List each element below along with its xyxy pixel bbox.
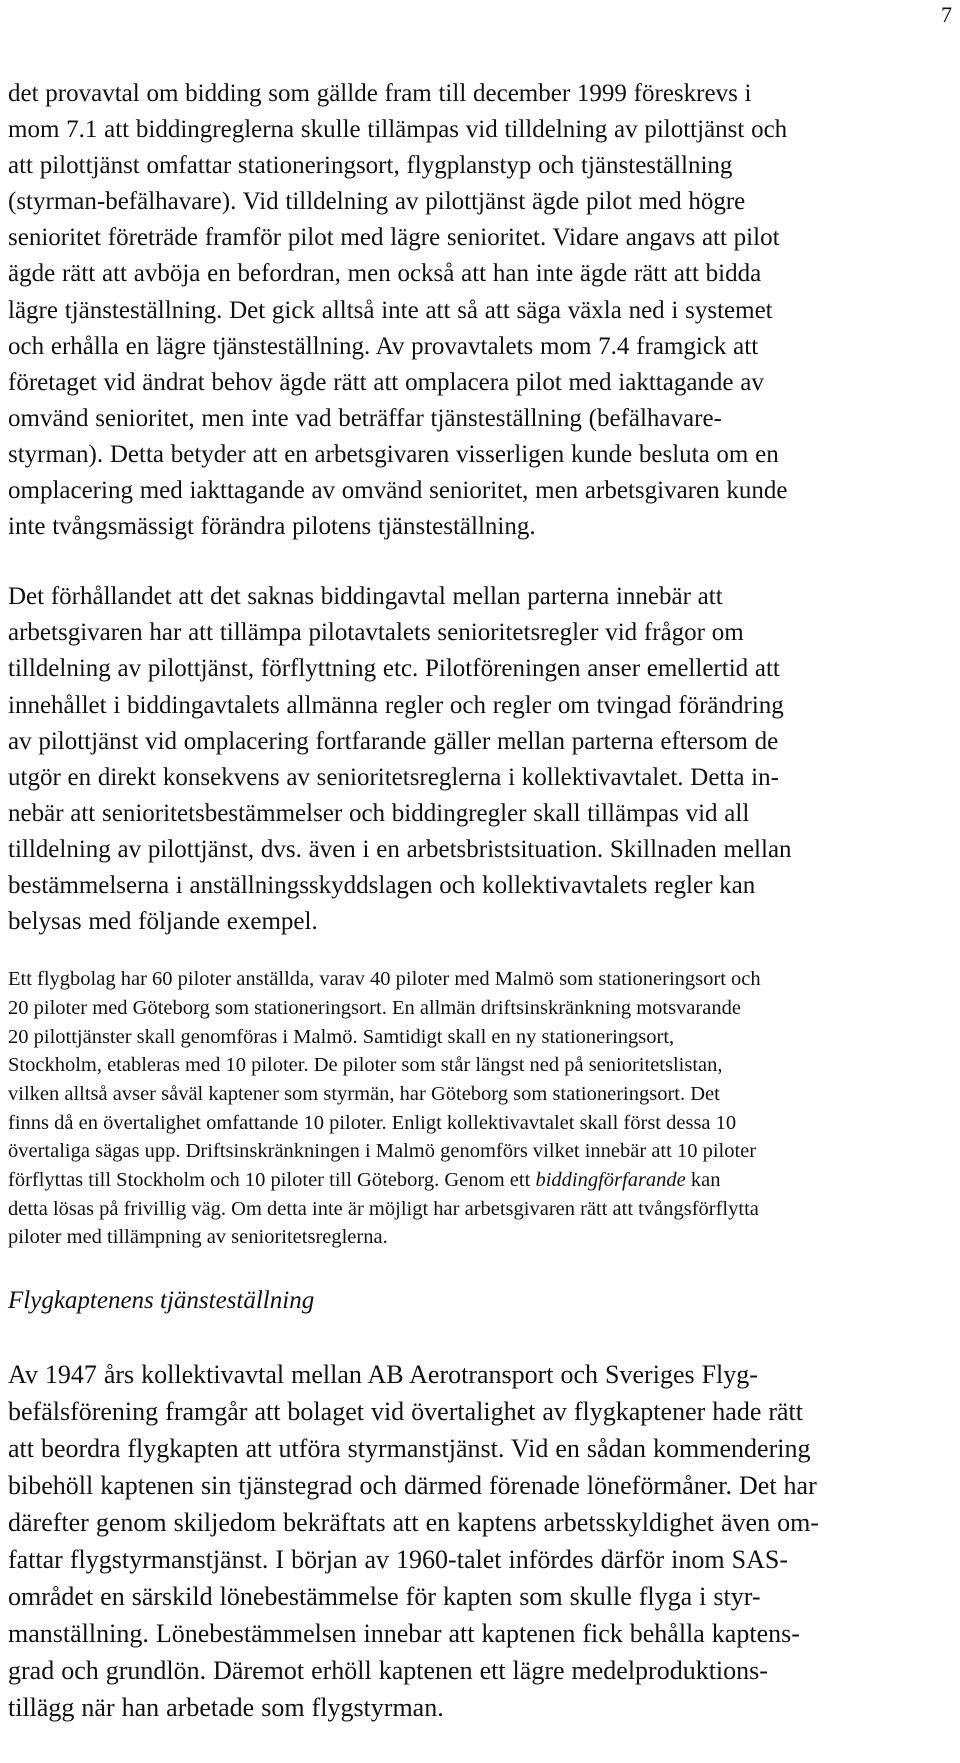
text-line: lägre tjänsteställning. Det gick alltså inte att så att säga växla ned i systemet bbox=[8, 296, 773, 324]
text-line: tilldelning av pilottjänst, dvs. även i en arbetsbristsituation. Skillnaden mellan bbox=[8, 835, 792, 863]
text-line: det provavtal om bidding som gällde fram till december 1999 föreskrevs i bbox=[8, 80, 752, 107]
text-line: mom 7.1 att biddingreglerna skulle tillämpas vid tilldelning av pilottjänst och bbox=[8, 116, 788, 144]
example-line: detta lösas på frivillig väg. Om detta inte är möjligt har arbetsgivaren rätt att tvångsförflytta bbox=[8, 1197, 759, 1220]
text-line: företaget vid ändrat behov ägde rätt att omplacera pilot med iakttagande av bbox=[8, 368, 764, 396]
example-block bbox=[8, 965, 938, 1252]
text-line: omplacering med iakttagande av omvänd senioritet, men arbetsgivaren kunde bbox=[8, 477, 788, 505]
text-line: inte tvångsmässigt förändra pilotens tjänsteställning. bbox=[8, 513, 536, 541]
example-line: Ett flygbolag har 60 piloter anställda, varav 40 piloter med Malmö som stationeringsort och bbox=[8, 968, 761, 991]
text-line: arbetsgivaren har att tillämpa pilotavtalets senioritetsregler vid frågor om bbox=[8, 619, 744, 647]
text-line: nebär att senioritetsbestämmelser och biddingregler skall tillämpas vid all bbox=[8, 799, 750, 827]
example-line: övertaliga sägas upp. Driftsinskränkningen i Malmö genomförs vilket innebär att 10 piloter bbox=[8, 1140, 757, 1163]
paragraph-bidding-agreement bbox=[8, 76, 938, 545]
page-number: 7 bbox=[941, 2, 952, 27]
text-line: fattar flygstyrmanstjänst. I början av 1960-talet infördes därför inom SAS- bbox=[8, 1545, 788, 1575]
example-line: Stockholm, etableras med 10 piloter. De piloter som står längst ned på senioritetslistan, bbox=[8, 1054, 723, 1077]
text-line: senioritet företräde framför pilot med lägre senioritet. Vidare angavs att pilot bbox=[8, 224, 780, 252]
paragraph-captain-status bbox=[8, 1356, 938, 1726]
example-line: 20 piloter med Göteborg som stationeringsort. En allmän driftsinskränkning motsvarande bbox=[8, 996, 741, 1019]
text-line: och erhålla en lägre tjänsteställning. Av provavtalets mom 7.4 framgick att bbox=[8, 332, 759, 360]
section-heading: Flygkaptenens tjänsteställning bbox=[8, 1287, 315, 1315]
text-line: bibehöll kaptenen sin tjänstegrad och därmed förenade löneförmåner. Det har bbox=[8, 1471, 817, 1501]
text-line: bestämmelserna i anställningsskyddslagen och kollektivavtalets regler kan bbox=[8, 871, 756, 899]
text-line: styrman). Detta betyder att en arbetsgivaren visserligen kunde besluta om en bbox=[8, 440, 779, 468]
example-line bbox=[8, 1166, 938, 1195]
text-line: omvänd senioritet, men inte vad beträffar tjänsteställning (befälhavare- bbox=[8, 404, 722, 432]
text-line: grad och grundlön. Däremot erhöll kaptenen ett lägre medelproduktions- bbox=[8, 1656, 768, 1686]
text-line: av pilottjänst vid omplacering fortfarande gäller mellan parterna eftersom de bbox=[8, 727, 779, 755]
document-body bbox=[8, 76, 938, 1726]
text-line: belysas med följande exempel. bbox=[8, 908, 318, 936]
text-line: Det förhållandet att det saknas biddingavtal mellan parterna innebär att bbox=[8, 583, 723, 611]
text-line: utgör en direkt konsekvens av senioritetsreglerna i kollektivavtalet. Detta in- bbox=[8, 763, 779, 791]
example-line-tail: kan bbox=[685, 1169, 721, 1192]
text-line: att pilottjänst omfattar stationeringsort, flygplanstyp och tjänsteställning bbox=[8, 152, 733, 180]
text-line: manställning. Lönebestämmelsen innebar att kaptenen fick behålla kaptens- bbox=[8, 1619, 800, 1649]
text-line: innehållet i biddingavtalets allmänna regler och regler om tvingad förändring bbox=[8, 691, 784, 719]
text-line: tilldelning av pilottjänst, förflyttning etc. Pilotföreningen anser emellertid att bbox=[8, 655, 780, 683]
paragraph-missing-agreement bbox=[8, 579, 938, 940]
text-line: området en särskild lönebestämmelse för kapten som skulle flyga i styr- bbox=[8, 1582, 761, 1612]
example-line: finns då en övertalighet omfattande 10 piloter. Enligt kollektivavtalet skall först dessa 10 bbox=[8, 1111, 737, 1134]
text-line: därefter genom skiljedom bekräftats att en kaptens arbetsskyldighet även om- bbox=[8, 1508, 819, 1538]
example-line: piloter med tillämpning av senioritetsreglerna. bbox=[8, 1226, 388, 1249]
example-line: 20 pilottjänster skall genomföras i Malmö. Samtidigt skall en ny stationeringsort, bbox=[8, 1025, 675, 1048]
text-line: tillägg när han arbetade som flygstyrman. bbox=[8, 1693, 444, 1723]
text-line: (styrman-befälhavare). Vid tilldelning av pilottjänst ägde pilot med högre bbox=[8, 188, 746, 216]
italic-term: biddingförfarande bbox=[535, 1169, 686, 1192]
text-line: ägde rätt att avböja en befordran, men också att han inte ägde rätt att bidda bbox=[8, 260, 762, 288]
text-line: Av 1947 års kollektivavtal mellan AB Aerotransport och Sveriges Flyg- bbox=[8, 1360, 758, 1390]
example-line-text: förflyttas till Stockholm och 10 piloter till Göteborg. Genom ett bbox=[8, 1169, 531, 1192]
text-line: att beordra flygkapten att utföra styrmanstjänst. Vid en sådan kommendering bbox=[8, 1434, 811, 1464]
text-line: befälsförening framgår att bolaget vid övertalighet av flygkaptener hade rätt bbox=[8, 1397, 803, 1427]
example-line: vilken alltså avser såväl kaptener som styrmän, har Göteborg som stationeringsort. Det bbox=[8, 1082, 720, 1105]
